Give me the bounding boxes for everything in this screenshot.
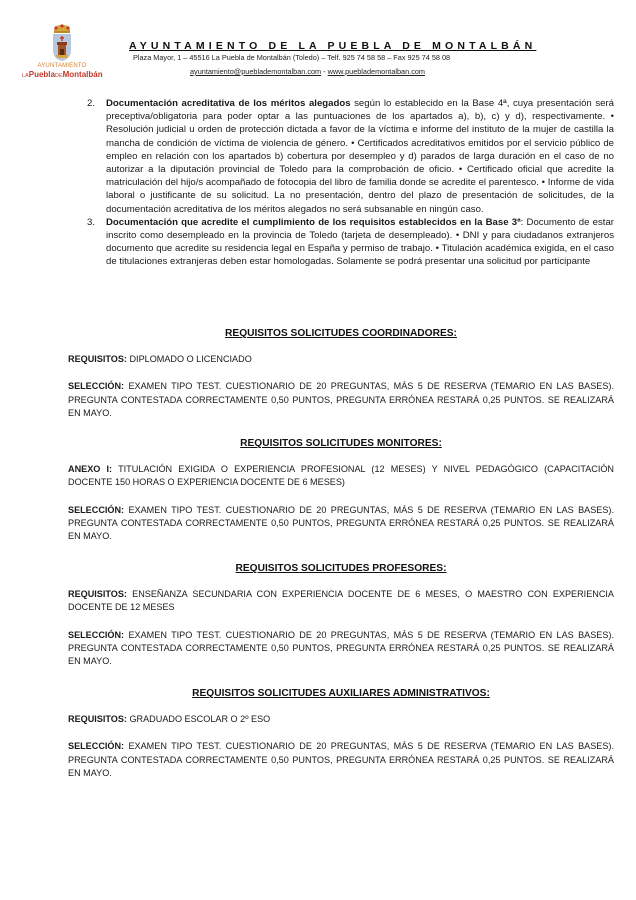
selection-text: EXAMEN TIPO TEST. CUESTIONARIO DE 20 PREGUNTAS, MÁS 5 DE RESERVA (TEMARIO EN LAS BASES). PREGUNTA CONTESTADA CORRECTAMENTE 0,50 PUNTOS, PREGUNTA ERRÓNEA RESTARÁ 0,25 PUNTOS. SE REALIZARÁ EN MAYO. <box>68 504 614 542</box>
selection-label: SELECCIÓN: <box>68 504 125 515</box>
section-coordinadores <box>68 327 614 420</box>
logo-caption: AYUNTAMIENTO <box>37 63 87 69</box>
requirements-text: GRADUADO ESCOLAR O 2º ESO <box>126 714 271 725</box>
document-list <box>82 97 614 269</box>
requirements-text: ENSEÑANZA SECUNDARIA CON EXPERIENCIA DOCENTE DE 6 MESES, O MAESTRO CON EXPERIENCIA DOCENTE DE 12 MESES <box>68 589 614 613</box>
section-title: REQUISITOS SOLICITUDES AUXILIARES ADMINISTRATIVOS: <box>192 688 490 699</box>
letterhead <box>0 0 636 90</box>
list-item <box>82 97 614 216</box>
contact-separator: - <box>321 67 328 76</box>
organization-title: AYUNTAMIENTO DE LA PUEBLA DE MONTALBÁN <box>129 40 537 52</box>
requirements-paragraph <box>68 353 614 366</box>
section-profesores <box>68 562 614 668</box>
selection-paragraph <box>68 504 614 544</box>
section-title: REQUISITOS SOLICITUDES PROFESORES: <box>235 563 447 574</box>
list-item-number: 2. <box>87 98 96 109</box>
section-monitores <box>68 437 614 543</box>
selection-label: SELECCIÓN: <box>68 629 125 640</box>
website-link[interactable]: www.pueblademontalban.com <box>327 67 425 76</box>
selection-text: EXAMEN TIPO TEST. CUESTIONARIO DE 20 PREGUNTAS, MÁS 5 DE RESERVA (TEMARIO EN LAS BASES). PREGUNTA CONTESTADA CORRECTAMENTE 0,50 PUNTOS, PREGUNTA ERRÓNEA RESTARÁ 0,25 PUNTOS. SE REALIZARÁ EN MAYO. <box>68 381 614 418</box>
municipal-logo <box>22 22 102 88</box>
list-item-heading: Documentación que acredite el cumplimiento de los requisitos establecidos en la Base 3ª <box>106 216 521 228</box>
selection-paragraph <box>68 629 614 669</box>
section-auxiliares-administrativos <box>68 687 614 780</box>
list-item <box>82 216 614 269</box>
logo-town-name <box>22 70 102 81</box>
coat-of-arms-icon <box>50 22 74 62</box>
selection-label: SELECCIÓN: <box>68 741 125 752</box>
logo-de: DE <box>54 73 63 79</box>
requirements-text: TITULACIÓN EXIGIDA O EXPERIENCIA PROFESIONAL (12 MESES) Y NIVEL PEDAGÓGICO (CAPACITACIÓN DOCENTE 150 HORAS O EXPERIENCIA DOCENTE DE 6 MESES) <box>68 464 614 488</box>
requirements-paragraph <box>68 463 614 489</box>
selection-label: SELECCIÓN: <box>68 381 125 392</box>
requirements-label: REQUISITOS: <box>68 714 127 725</box>
selection-paragraph <box>68 380 614 420</box>
selection-paragraph <box>68 740 614 780</box>
email-link[interactable]: ayuntamiento@pueblademontalban.com <box>190 67 322 76</box>
requirements-paragraph <box>68 588 614 614</box>
logo-puebla: Puebla <box>28 70 55 79</box>
requirements-text: DIPLOMADO O LICENCIADO <box>126 354 252 365</box>
section-title: REQUISITOS SOLICITUDES COORDINADORES: <box>225 328 457 339</box>
selection-text: EXAMEN TIPO TEST. CUESTIONARIO DE 20 PREGUNTAS, MÁS 5 DE RESERVA (TEMARIO EN LAS BASES). PREGUNTA CONTESTADA CORRECTAMENTE 0,50 PUNTOS, PREGUNTA ERRÓNEA RESTARÁ 0,25 PUNTOS. SE REALIZARÁ EN MAYO. <box>68 629 614 667</box>
organization-address: Plaza Mayor, 1 – 45516 La Puebla de Montalbán (Toledo) – Telf. 925 74 58 58 – Fax 925 74 58 08 <box>133 53 451 62</box>
organization-contact <box>190 67 425 76</box>
list-item-number: 3. <box>87 216 96 228</box>
requirements-label: REQUISITOS: <box>68 589 127 600</box>
list-item-heading: Documentación acreditativa de los méritos alegados <box>106 98 351 109</box>
requirements-label: ANEXO I: <box>68 464 113 475</box>
logo-la: LA <box>22 73 29 79</box>
list-item-text: según lo establecido en la Base 4ª, cuya presentación será preceptiva/obligatoria para poder optar a las puntuaciones de los apartados a), b), c) y d), respectivamente. • Resolución judicial u orden de protección dictada a favor de la víctima e informe del instituto de la mujer de castilla la mancha de condición de víctima de violencia de género. • Certificados acreditativos emitidos por el servicio público de empleo en relación con los apartados b) cobertura por desempleo y d) parados de larga duración en el caso de no autorizar a la diputación provincial de Toledo para la comprobación de oficio. • Certificado oficial que acredite la matriculación del hijo/s acompañado de fotocopia del libro de familia donde se acredite el parentesco. • Informe de vida laboral o justificante de su solicitud. La no presentación, dentro del plazo de presentación de solicitudes, de la documentación acreditativa de los méritos alegados no será subsanable en ningún caso. <box>106 98 615 215</box>
requirements-label: REQUISITOS: <box>68 354 127 365</box>
list-item-text: : Documento de estar inscrito como desempleado en la provincia de Toledo (tarjeta de desempleado). • DNI y para ciudadanos extranjeros documento que acredite su residencia legal en España y permiso de trabajo. • Titulación académica exigida, en el caso de titulaciones extranjeras deben estar homologadas. Solamente se podrá presentar una solicitud por participante <box>106 216 614 268</box>
section-title: REQUISITOS SOLICITUDES MONITORES: <box>240 438 442 449</box>
requirements-paragraph <box>68 713 614 726</box>
logo-montalban: Montalbán <box>62 70 103 79</box>
selection-text: EXAMEN TIPO TEST. CUESTIONARIO DE 20 PREGUNTAS, MÁS 5 DE RESERVA (TEMARIO EN LAS BASES). PREGUNTA CONTESTADA CORRECTAMENTE 0,50 PUNTOS, PREGUNTA ERRÓNEA RESTARÁ 0,25 PUNTOS. SE REALIZARÁ EN MAYO. <box>68 741 614 778</box>
